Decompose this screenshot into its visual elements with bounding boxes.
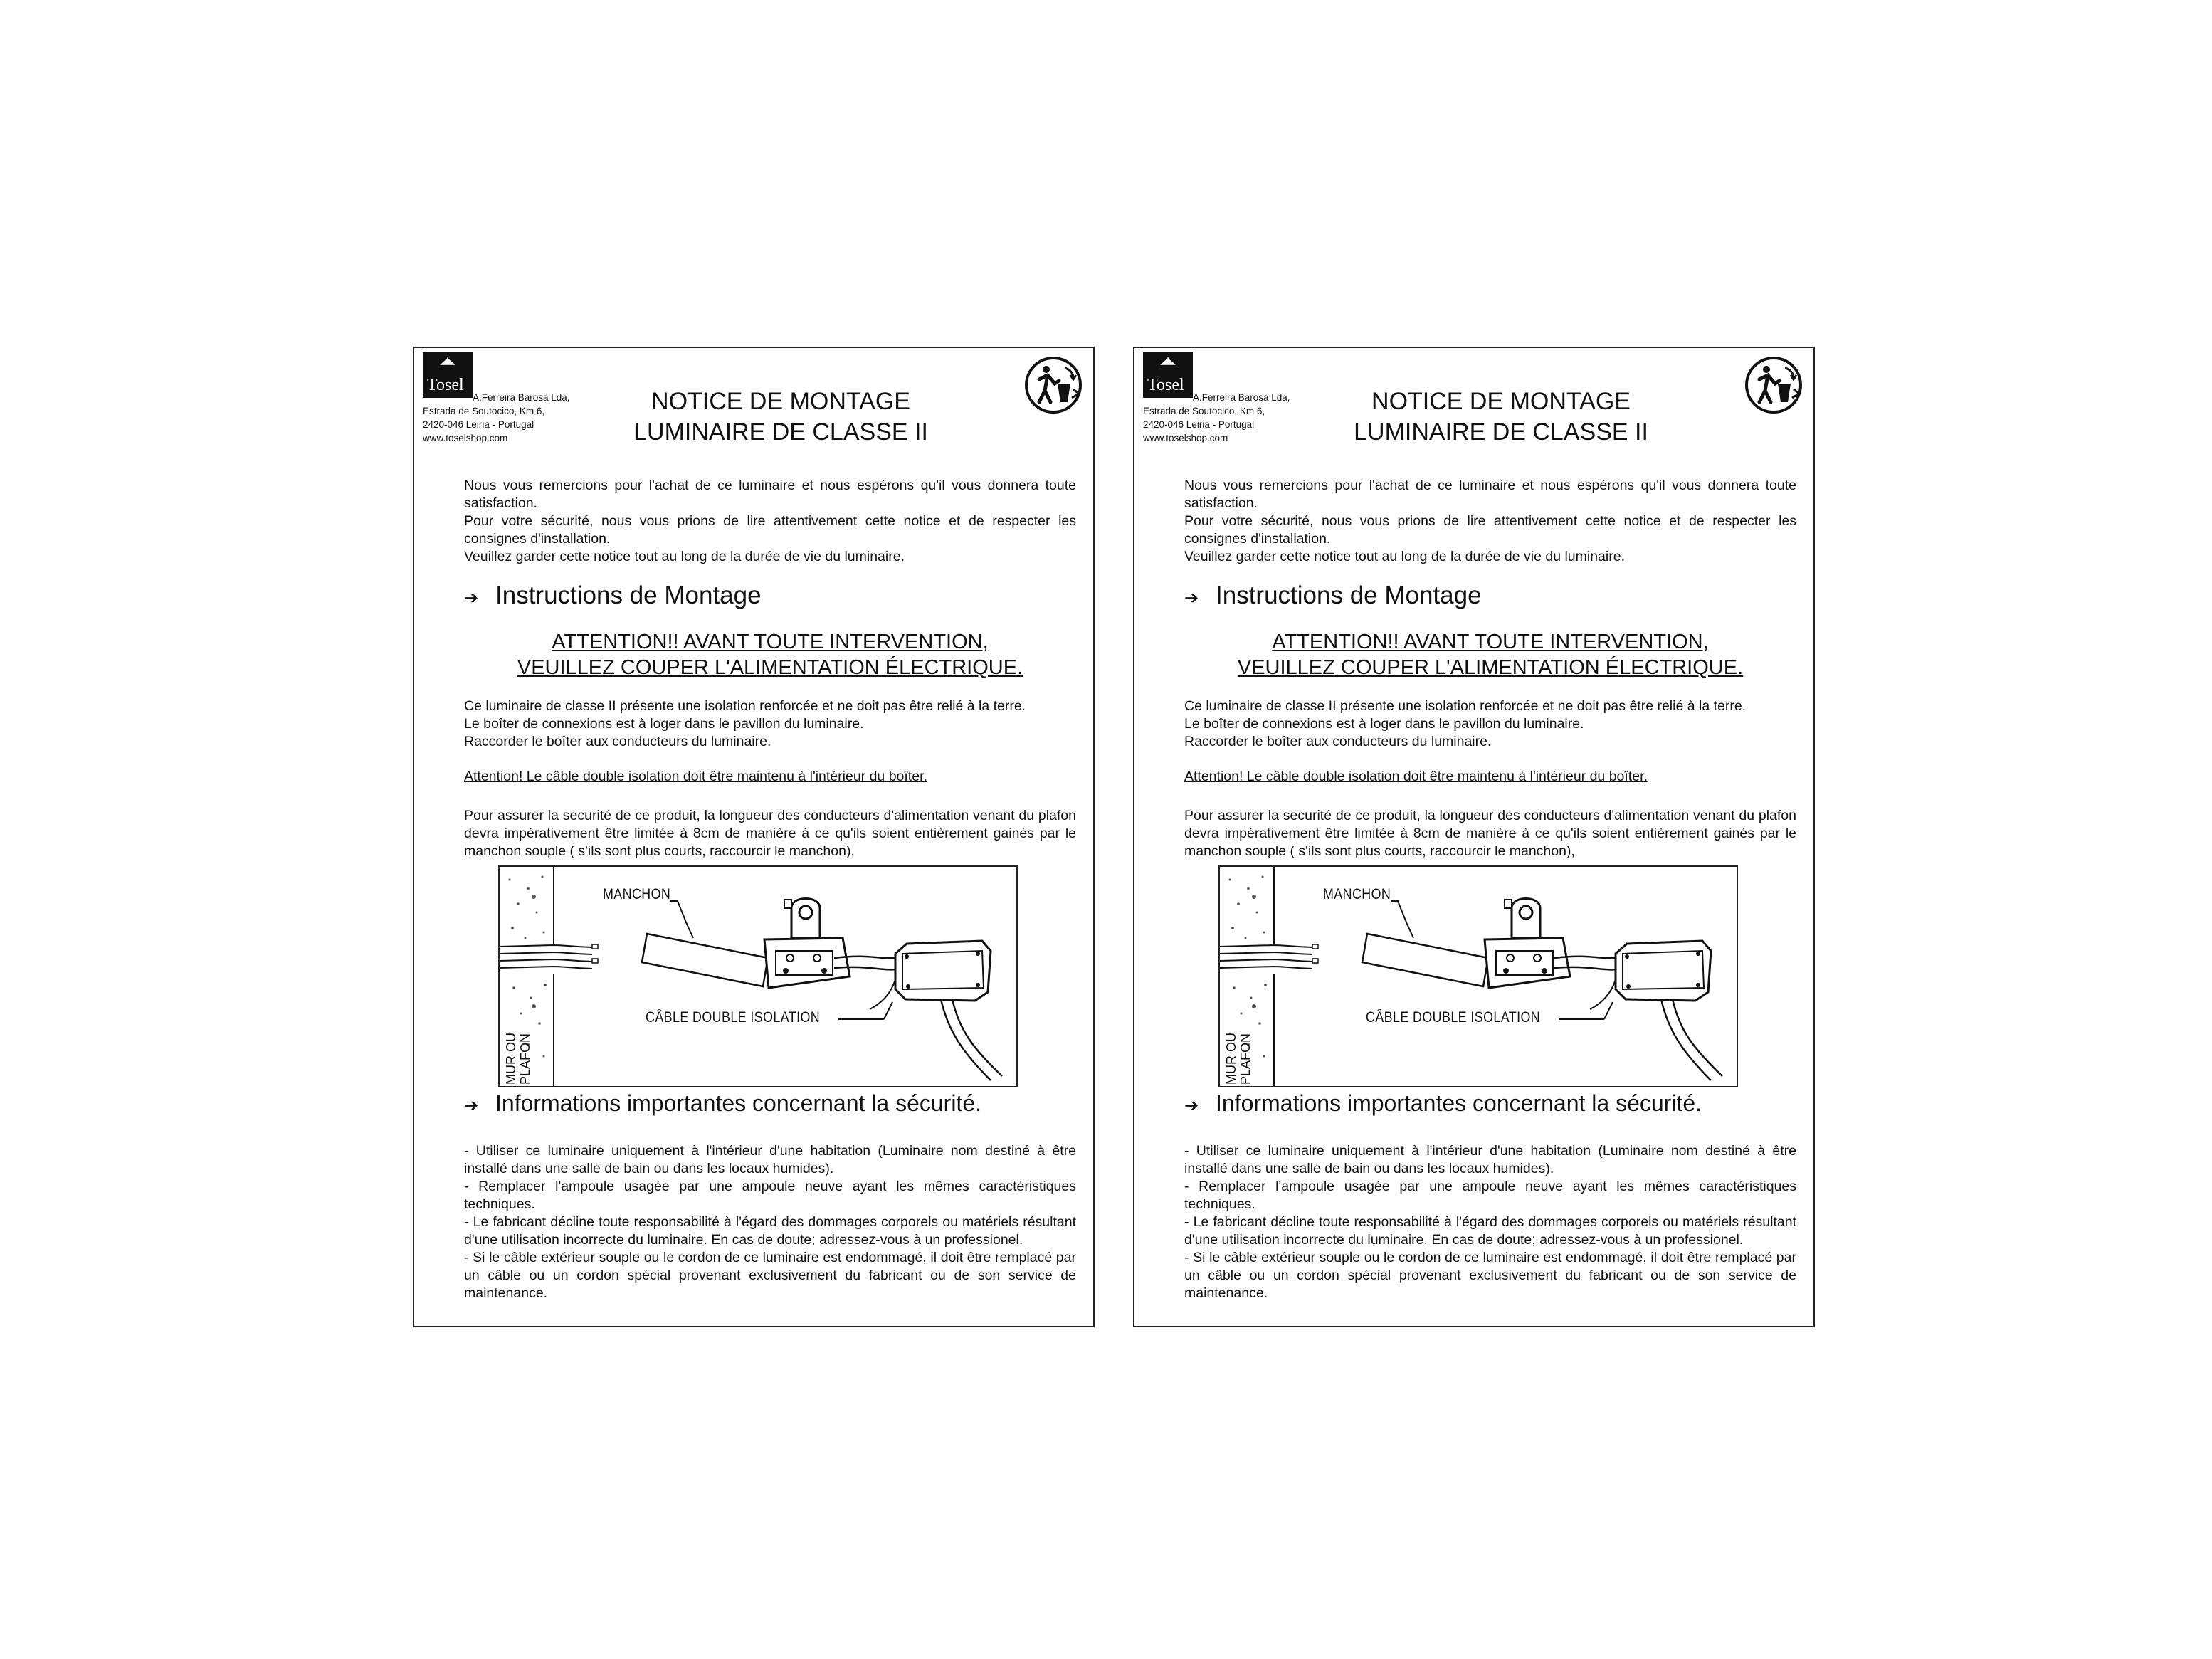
company-website: www.toselshop.com xyxy=(1143,433,1228,443)
class-ii-paragraph: Raccorder le boîter aux conducteurs du luminaire. xyxy=(1184,734,1492,749)
warning-line-1: ATTENTION!! AVANT TOUTE INTERVENTION, xyxy=(1272,631,1709,653)
wiring-diagram xyxy=(1218,865,1738,1087)
intro-paragraph: Nous vous remercions pour l'achat de ce luminaire et nous espérons qu'il vous donnera toute satisfaction. xyxy=(464,478,1076,511)
brand-name: Tosel xyxy=(1147,376,1184,394)
intro-paragraph: Veuillez garder cette notice tout au long de la durée de vie du luminaire. xyxy=(1184,549,1625,564)
company-street: Estrada de Soutocico, Km 6, xyxy=(1143,406,1265,416)
company-name: A.Ferreira Barosa Lda, xyxy=(473,392,570,403)
class-ii-paragraph: Ce luminaire de classe II présente une isolation renforcée et ne doit pas être relié à la terre. xyxy=(1184,698,1747,714)
lamp-icon xyxy=(438,357,457,365)
safety-item: - Utiliser ce luminaire uniquement à l'intérieur d'une habitation (Luminaire nom destiné à être installé dans une salle de bain ou dans les locaux humides). xyxy=(1184,1143,1796,1176)
section-heading-safety: ➔ Informations importantes concernant la sécurité. xyxy=(1184,1090,1702,1116)
safety-list xyxy=(464,1142,1076,1302)
instruction-sheet xyxy=(413,347,1095,1327)
label-manchon: MANCHON xyxy=(603,886,671,902)
warning-line-2: VEUILLEZ COUPER L'ALIMENTATION ÉLECTRIQUE. xyxy=(1237,656,1744,679)
tosel-logo xyxy=(1143,352,1193,398)
label-cable: CÂBLE DOUBLE ISOLATION xyxy=(646,1009,821,1026)
class-ii-paragraph: Raccorder le boîter aux conducteurs du luminaire. xyxy=(464,734,771,749)
power-warning xyxy=(464,629,1076,680)
intro-text xyxy=(1184,477,1796,566)
arrow-right-icon: ➔ xyxy=(464,1096,479,1115)
safety-list xyxy=(1184,1142,1796,1302)
label-wall xyxy=(504,1033,532,1085)
arrow-right-icon: ➔ xyxy=(1184,1096,1199,1115)
safety-item: - Utiliser ce luminaire uniquement à l'intérieur d'une habitation (Luminaire nom destiné à être installé dans une salle de bain ou dans les locaux humides). xyxy=(464,1143,1076,1176)
section-heading-safety: ➔ Informations importantes concernant la sécurité. xyxy=(464,1090,981,1116)
label-wall-line-1: MUR OU xyxy=(1224,1033,1238,1085)
class-ii-paragraph: Ce luminaire de classe II présente une isolation renforcée et ne doit pas être relié à la terre. xyxy=(464,698,1026,714)
warning-line-2: VEUILLEZ COUPER L'ALIMENTATION ÉLECTRIQUE. xyxy=(517,656,1023,679)
class-ii-paragraph: Le boîter de connexions est à loger dans le pavillon du luminaire. xyxy=(464,716,864,732)
title-line-1: NOTICE DE MONTAGE xyxy=(1371,388,1631,415)
arrow-right-icon: ➔ xyxy=(1184,589,1199,608)
label-cable: CÂBLE DOUBLE ISOLATION xyxy=(1366,1009,1541,1026)
intro-paragraph: Veuillez garder cette notice tout au long de la durée de vie du luminaire. xyxy=(464,549,905,564)
title-line-1: NOTICE DE MONTAGE xyxy=(651,388,910,415)
intro-paragraph: Pour votre sécurité, nous vous prions de lire attentivement cette notice et de respecter les consignes d'installation. xyxy=(1184,513,1796,547)
page-title xyxy=(581,386,980,448)
label-wall xyxy=(1224,1033,1253,1085)
section-heading-instructions: ➔ Instructions de Montage xyxy=(1184,581,1482,609)
wiring-drawing xyxy=(500,867,1016,1086)
label-wall-line-2: PLAFON xyxy=(1238,1033,1253,1085)
company-city: 2420-046 Leiria - Portugal xyxy=(1143,419,1255,430)
cable-warning: Attention! Le câble double isolation doit être maintenu à l'intérieur du boîter. xyxy=(1184,769,1648,784)
company-street: Estrada de Soutocico, Km 6, xyxy=(423,406,545,416)
safety-length-text: Pour assurer la securité de ce produit, la longueur des conducteurs d'alimentation venant du plafon devra impérativement être limitée à 8cm de manière à ce qu'ils soient entièrement gainés par le manchon souple ( s'ils sont plus courts, raccourcir le manchon), xyxy=(464,808,1076,859)
safety-item: - Si le câble extérieur souple ou le cordon de ce luminaire est endommagé, il doit être remplacé par un câble ou un cordon spécial provenant exclusivement du fabricant ou de son service de maintenance. xyxy=(1184,1250,1796,1301)
arrow-right-icon: ➔ xyxy=(464,589,479,608)
safety-item: - Le fabricant décline toute responsabilité à l'égard des dommages corporels ou matériels résultant d'une utilisation incorrecte du luminaire. En cas de doute; adressez-vous à un professionel. xyxy=(464,1214,1076,1248)
power-warning xyxy=(1184,629,1796,680)
lamp-icon xyxy=(1159,357,1177,365)
company-name: A.Ferreira Barosa Lda, xyxy=(1193,392,1290,403)
recycle-bin-icon xyxy=(1744,355,1803,415)
safety-item: - Le fabricant décline toute responsabilité à l'égard des dommages corporels ou matériels résultant d'une utilisation incorrecte du luminaire. En cas de doute; adressez-vous à un professionel. xyxy=(1184,1214,1796,1248)
safety-item: - Remplacer l'ampoule usagée par une ampoule neuve ayant les mêmes caractéristiques techniques. xyxy=(1184,1179,1796,1212)
page-title xyxy=(1302,386,1700,448)
intro-text xyxy=(464,477,1076,566)
safety-length-text: Pour assurer la securité de ce produit, la longueur des conducteurs d'alimentation venant du plafon devra impérativement être limitée à 8cm de manière à ce qu'ils soient entièrement gainés par le manchon souple ( s'ils sont plus courts, raccourcir le manchon), xyxy=(1184,808,1796,859)
brand-name: Tosel xyxy=(427,376,464,394)
safety-item: - Si le câble extérieur souple ou le cordon de ce luminaire est endommagé, il doit être remplacé par un câble ou un cordon spécial provenant exclusivement du fabricant ou de son service de maintenance. xyxy=(464,1250,1076,1301)
cable-warning: Attention! Le câble double isolation doit être maintenu à l'intérieur du boîter. xyxy=(464,769,927,784)
intro-paragraph: Pour votre sécurité, nous vous prions de lire attentivement cette notice et de respecter les consignes d'installation. xyxy=(464,513,1076,547)
title-line-2: LUMINAIRE DE CLASSE II xyxy=(1354,418,1648,446)
section-heading-instructions: ➔ Instructions de Montage xyxy=(464,581,762,609)
title-line-2: LUMINAIRE DE CLASSE II xyxy=(633,418,928,446)
label-manchon: MANCHON xyxy=(1323,886,1391,902)
tosel-logo xyxy=(423,352,473,398)
label-wall-line-1: MUR OU xyxy=(504,1033,518,1085)
company-city: 2420-046 Leiria - Portugal xyxy=(423,419,534,430)
class-ii-text xyxy=(464,697,1076,751)
class-ii-paragraph: Le boîter de connexions est à loger dans le pavillon du luminaire. xyxy=(1184,716,1584,732)
class-ii-text xyxy=(1184,697,1796,751)
warning-line-1: ATTENTION!! AVANT TOUTE INTERVENTION, xyxy=(552,631,989,653)
label-wall-line-2: PLAFON xyxy=(518,1033,532,1085)
recycle-bin-icon xyxy=(1023,355,1083,415)
intro-paragraph: Nous vous remercions pour l'achat de ce luminaire et nous espérons qu'il vous donnera toute satisfaction. xyxy=(1184,478,1796,511)
wiring-drawing xyxy=(1220,867,1737,1086)
safety-item: - Remplacer l'ampoule usagée par une ampoule neuve ayant les mêmes caractéristiques techniques. xyxy=(464,1179,1076,1212)
wiring-diagram xyxy=(498,865,1018,1087)
company-website: www.toselshop.com xyxy=(423,433,508,443)
instruction-sheet xyxy=(1133,347,1815,1327)
